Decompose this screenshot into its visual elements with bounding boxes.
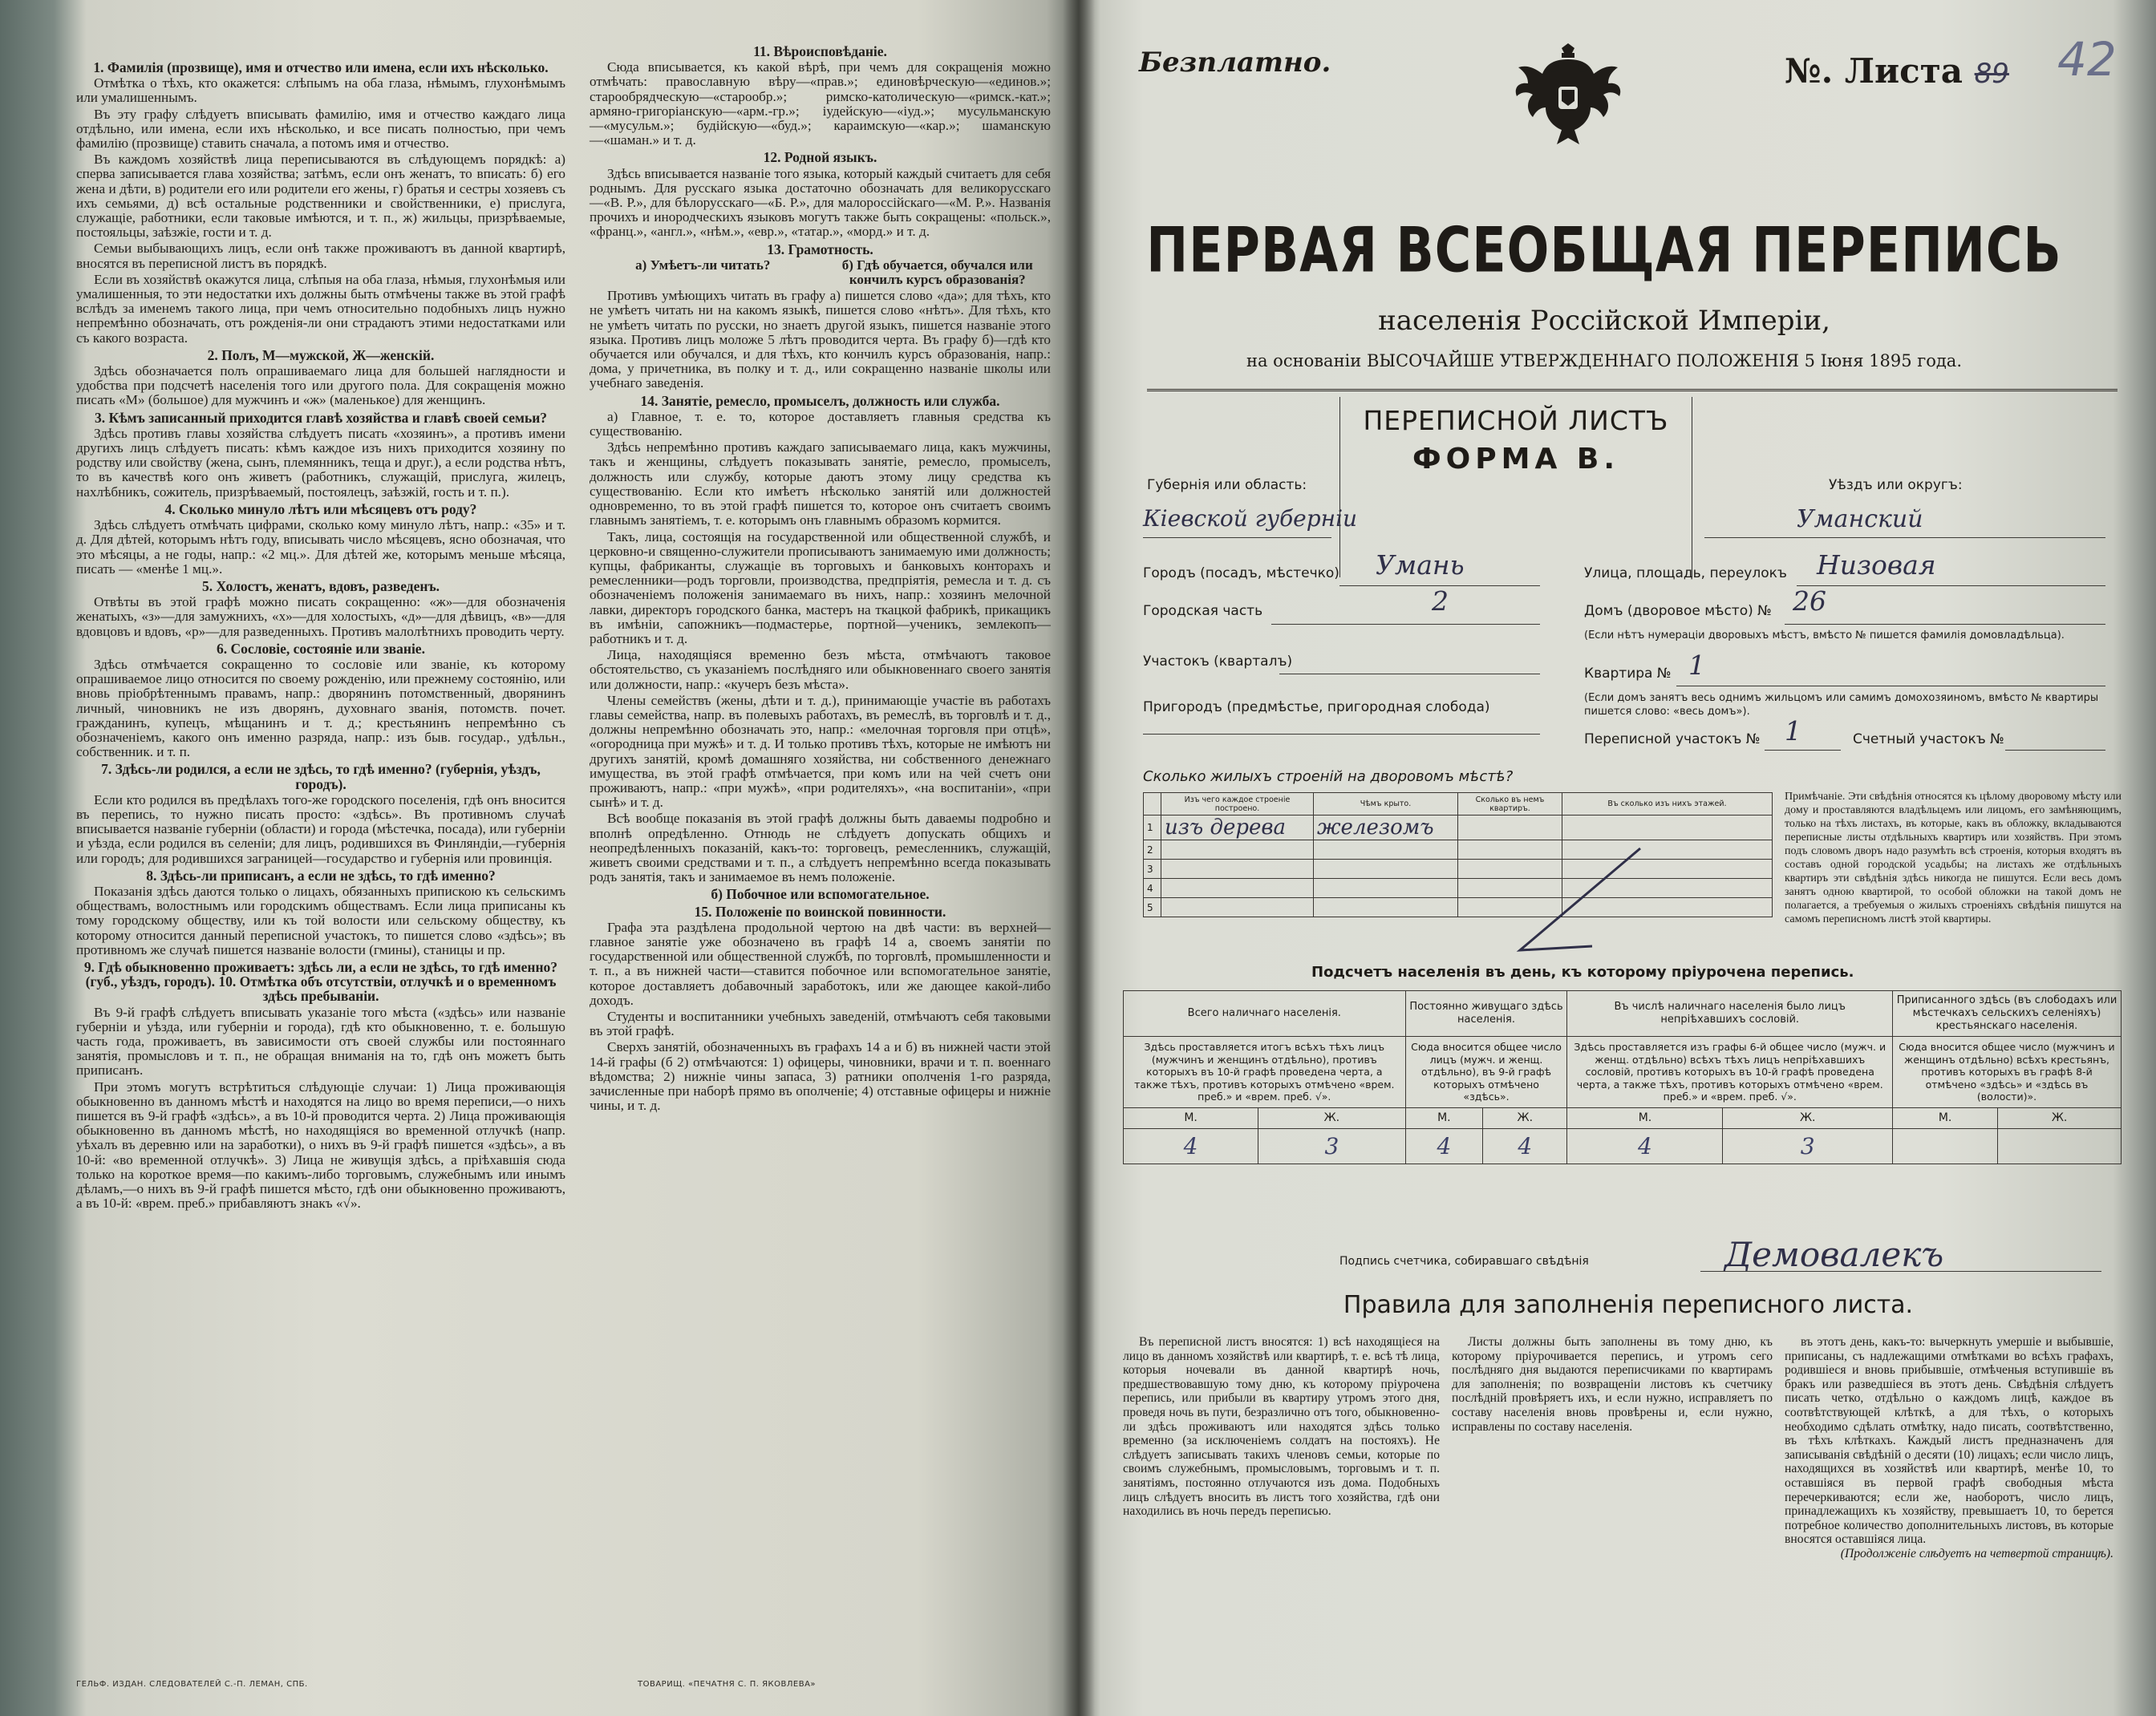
instruction-paragraph: Студенты и воспитанники учебныхъ заведеній, отмѣчаютъ себя таковыми въ этой графѣ. bbox=[590, 1009, 1051, 1039]
instruction-paragraph: Въ эту графу слѣдуетъ вписывать фамилію, имя и отчество каждаго лица отдѣльно, или имена, если ихъ нѣсколько, и все писать полностью, при чемъ фамилію (прозвище) ставить сначала, а потомъ имя и отчество. bbox=[76, 106, 565, 152]
pt-desc-peasant: Сюда вносится общее число (мужчинъ и женщинъ отдѣльно) всѣхъ крестьянъ, противъ которыхъ въ графѣ 8-й отмѣчено «здѣсь» и «здѣсь въ (волости)». bbox=[1892, 1037, 2121, 1108]
pt-header-nonlocal: Въ числѣ наличнаго населенія было лицъ непріѣхавшихъ сословій. bbox=[1567, 991, 1892, 1037]
divider bbox=[1147, 389, 2118, 391]
male-header: М. bbox=[1124, 1107, 1258, 1128]
buildings-question: Сколько жилыхъ строеній на дворовомъ мѣстѣ? bbox=[1143, 768, 1514, 785]
instruction-paragraph: а) Главное, т. е. то, которое доставляетъ главныя средства къ существованію. bbox=[590, 408, 1051, 439]
peasant-male-count bbox=[1892, 1128, 1997, 1164]
house-note: (Если нѣтъ нумераціи дворовыхъ мѣстъ, вмѣсто № пишется фамилія домовладѣльца). bbox=[1584, 629, 2065, 641]
pt-desc-nonlocal: Здѣсь проставляется изъ графы 6-й общее число (мужч. и женщ. отдѣльно) всѣхъ тѣхъ лицъ непріѣхавшихъ сословій, противъ которыхъ въ 10-й графѣ проведена черта, а также тѣхъ, противъ которыхъ отмѣчено «врем. преб.» и «врем. преб. √». bbox=[1567, 1037, 1892, 1108]
county-value: Уманский bbox=[1797, 505, 1923, 533]
instruction-paragraph: Здѣсь непремѣнно противъ каждаго записываемаго лица, какъ мужчины, такъ и женщины, слѣдуетъ показывать занятіе, ремесло, промыселъ, должность или службу, которые даютъ этому лицу средства къ существованію. Если кто имѣетъ нѣсколько занятій или должностей одновременно, то въ этой графѣ пишется то, которое онъ считаетъ своимъ главнымъ занятіемъ, т. е. которымъ онъ главнымъ образомъ кормится. bbox=[590, 439, 1051, 528]
city-part-value: 2 bbox=[1432, 585, 1449, 617]
instruction-paragraph: Если въ хозяйствѣ окажутся лица, слѣпыя на оба глаза, нѣмыя, глухонѣмыя или умалишенныя, то эти недостатки ихъ должны быть отмѣчены также въ этой графѣ вслѣдъ за именемъ такого лица, при чемъ относительно подобныхъ лицъ нужно непремѣнно обозначать, отъ рожденія-ли они страдаютъ этими недостатками или съ какого возраста. bbox=[76, 271, 565, 346]
counting-district-label: Счетный участокъ № bbox=[1853, 731, 2004, 747]
street-value: Низовая bbox=[1817, 549, 1936, 581]
permanent-female-count: 4 bbox=[1483, 1128, 1567, 1164]
flat-label: Квартира № bbox=[1584, 666, 1672, 682]
census-title: ПЕРВАЯ ВСЕОБЩАЯ ПЕРЕПИСЬ bbox=[1146, 212, 2062, 287]
instruction-paragraph: Здѣсь слѣдуетъ отмѣчать цифрами, сколько кому минуло лѣтъ, напр.: «35» и т. д. Для дѣтей, которымъ нѣтъ году, вписывать число мѣсяцевъ, ясно обозначая, что это мѣсяцы, а не годы, напр.: «2 мц.». Для дѣтей же, которымъ меньше мѣсяца, писать — «менѣе 1 мц.». bbox=[76, 517, 565, 577]
rules-continuation-note: (Продолженіе слѣдуетъ на четвертой страницѣ). bbox=[1840, 1546, 2113, 1560]
instruction-paragraph: Семьи выбывающихъ лицъ, если онѣ также проживаютъ въ данной квартирѣ, вносятся въ переписной листъ въ порядкѣ. bbox=[76, 241, 565, 271]
section-heading: 11. Вѣроисповѣданіе. bbox=[753, 43, 887, 59]
bt-header-material: Изъ чего каждое строеніе построено. bbox=[1161, 793, 1314, 816]
instruction-paragraph: Здѣсь обозначается полъ опрашиваемаго лица для большей наглядности и удобства при подсчетѣ населенія того или другого пола. Для сокращенія можно писать «М» (большое) для мужчинъ и «ж» (маленькое) для женщинъ. bbox=[76, 363, 565, 408]
female-header: Ж. bbox=[1258, 1107, 1405, 1128]
section-heading: 12. Родной языкъ. bbox=[763, 149, 877, 166]
section-heading: 1. Фамилія (прозвище), имя и отчество или имена, если ихъ нѣсколько. bbox=[93, 59, 549, 75]
row-number: 3 bbox=[1144, 860, 1161, 879]
enumerator-signature: Демовалекъ bbox=[1724, 1235, 1944, 1274]
instruction-paragraph: Члены семействъ (жены, дѣти и т. д.), принимающіе участіе въ работахъ главы семейства, напр. въ полевыхъ работахъ, въ ремеслѣ, въ торговлѣ и т. д., должны непремѣнно обозначать это, напр.: «мелочная торговля при отцѣ», «огородница при мужѣ» и т. д. И только противъ тѣхъ, которые не имѣютъ ни другихъ занятій, кромѣ домашняго хозяйства, ни собственного денежнаго имущества, въ этой графѣ отмѣчается, при комъ или на чей счетъ они проживаютъ, напр.: «при мужѣ», «при родителяхъ», «на воспитаніи», «при сынѣ» и т. д. bbox=[590, 692, 1051, 811]
pt-header-total: Всего наличнаго населенія. bbox=[1124, 991, 1406, 1037]
imprint-right: ТОВАРИЩ. «ПЕЧАТНЯ С. П. ЯКОВЛЕВА» bbox=[638, 1680, 817, 1689]
rules-paragraph: Листы должны быть заполнены въ тому дню, къ которому пріурочивается перепись, и утромъ сего послѣдняго дня выдаются переписчиками по квартирамъ для заполненія; по возвращеніи листовъ къ счетчику послѣдній провѣряетъ ихъ, и если нужно, исправляетъ по составу населенія вновь провѣрены и, если нужно, исправлены по составу населенія. bbox=[1452, 1335, 1773, 1434]
section-heading: 3. Кѣмъ записанный приходится главѣ хозяйства и главѣ своей семьи? bbox=[94, 409, 548, 426]
instruction-paragraph: Здѣсь вписывается названіе того языка, который каждый считаетъ для себя роднымъ. Для русскаго языка достаточно обозначать для великорусскаго—«В. Р.», для бѣлорусскаго—«Б. Р.», для малороссійскаго—«М. Р.». Названія прочихъ и инородческихъ языковъ могутъ также быть сокращены: «польск.», «франц.», «англ.», «нѣм.», «евр.», «татар.», «морд.» и т. д. bbox=[590, 165, 1051, 240]
male-header: М. bbox=[1567, 1107, 1723, 1128]
rules-column-3 bbox=[1785, 1335, 2113, 1561]
city-label: Городъ (посадъ, мѣстечко) bbox=[1143, 565, 1339, 581]
book-gutter bbox=[1063, 0, 1095, 1716]
instruction-paragraph: Отвѣты въ этой графѣ можно писать сокращенно: «ж»—для обозначенія женатыхъ, «з»—для замужнихъ, «х»—для холостыхъ, «д»—для дѣвицъ, «в»—для вдовцовъ и вдовъ, «р»—для разведенныхъ. Противъ малолѣтнихъ проводить черту. bbox=[76, 594, 565, 639]
row-number: 5 bbox=[1144, 898, 1161, 917]
female-header: Ж. bbox=[1998, 1107, 2122, 1128]
corner-handwritten-number: 42 bbox=[2057, 32, 2117, 87]
section-heading: 15. Положеніе по воинской повинности. bbox=[694, 903, 946, 920]
population-table bbox=[1123, 990, 2122, 1164]
city-part-label: Городская часть bbox=[1143, 603, 1263, 619]
house-label: Домъ (дворовое мѣсто) № bbox=[1584, 603, 1772, 619]
right-page bbox=[1111, 32, 2130, 1700]
form-type: ФОРМА В. bbox=[1412, 443, 1620, 476]
census-legal-basis: на основаніи ВЫСОЧАЙШЕ УТВЕРЖДЕННАГО ПОЛОЖЕНІЯ 5 Іюня 1895 года. bbox=[1246, 351, 1963, 370]
instruction-paragraph: Сверхъ занятій, обозначенныхъ въ графахъ 14 а и б) въ нижней части этой 14-й графы (б 2) отмѣчаются: 1) офицеры, чиновники, врачи и т. п. военнаго вѣдомства; 2) нижніе чины запаса, 3) ратники ополченія 1-го разряда, зачисленные при наборѣ прямо въ ополченіе; 4) отставные офицеры и нижніе чины, и т. д. bbox=[590, 1039, 1051, 1114]
material-cell: изъ дерева bbox=[1165, 816, 1287, 840]
instruction-paragraph: Если кто родился въ предѣлахъ того-же городского поселенія, гдѣ онъ вносится въ перепись, то нужно писать просто: «здѣсь». Въ противномъ случаѣ вписывается названіе губерніи (области) и города (мѣстечка, посада), или губерніи и уѣзда, если родился въ селеніи; для лицъ, родившихся въ Финляндіи,—губернія или городъ; для родившихся заграницей—государство и губернія или провинція. bbox=[76, 791, 565, 866]
free-of-charge-label: Безплатно. bbox=[1139, 47, 1331, 79]
section-heading: 9. Гдѣ обыкновенно проживаетъ: здѣсь ли, а если не здѣсь, то гдѣ именно? (губ., уѣздъ, городъ). 10. Отмѣтка объ отсутствіи, отлучкѣ и о временномъ здѣсь пребываніи. bbox=[83, 958, 558, 1005]
instruction-paragraph: Графа эта раздѣлена продольной чертою на двѣ части: въ верхней—главное занятіе уже обозначено въ графѣ 14 а, своемъ занятіи по государственной или общественной службѣ, по торговлѣ, промышленности и т. п., а въ нижней части—ставится побочное или вспомогательное занятіе, которое доставляетъ добавочный заработокъ, или же дающее какой-либо доходъ. bbox=[590, 919, 1051, 1008]
house-value: 26 bbox=[1793, 585, 1826, 617]
instructions-column-2 bbox=[590, 42, 1051, 1115]
female-header: Ж. bbox=[1483, 1107, 1567, 1128]
counting-district-underline bbox=[2005, 750, 2105, 751]
nonlocal-male-count: 4 bbox=[1567, 1128, 1723, 1164]
bt-header-floors: Въ сколько изъ нихъ этажей. bbox=[1562, 793, 1773, 816]
pt-header-permanent: Постоянно живущаго здѣсь населенія. bbox=[1405, 991, 1567, 1037]
subheading-pair bbox=[590, 258, 1051, 287]
peasant-female-count bbox=[1998, 1128, 2122, 1164]
sheet-number bbox=[1785, 51, 2009, 91]
permanent-male-count: 4 bbox=[1405, 1128, 1483, 1164]
street-underline bbox=[1797, 585, 2105, 586]
instruction-paragraph: При этомъ могутъ встрѣтиться слѣдующіе случаи: 1) Лица проживающія обыкновенно въ данномъ мѣстѣ и находятся на лицо во время переписи,—о нихъ пишется въ 9-й графѣ «здѣсь», а въ 10-й проводится черта. 2) Лица проживающія обыкновенно въ данномъ мѣстѣ, но находящіяся во временной отлучкѣ (напр. уѣхалъ въ деревню или на заработки), о нихъ въ 9-й графѣ пишется «здѣсь», а въ 10-й: «во временной отлучкѣ». 3) Лица не живущія здѣсь, а пріѣхавшія сюда только на короткое время—по какимъ-либо торговымъ, служебнымъ или инымъ дѣламъ,—о нихъ въ 9-й графѣ пишется мѣсто, гдѣ они обыкновенно проживаютъ, а въ 10-й: «врем. преб.» прибавляютъ знакъ «√». bbox=[76, 1079, 565, 1212]
instructions-column-1 bbox=[76, 58, 565, 1212]
instruction-paragraph: Всѣ вообще показанія въ этой графѣ должны быть даваемы подробно и вполнѣ опредѣленно. Отнюдь не слѣдуетъ допускать общихъ и неопредѣленныхъ показаній, какъ-то: торговецъ, ремесленникъ, служащій, живетъ своими средствами и т. п., а слѣдуетъ непремѣнно всегда показывать родъ занятія, такъ и занимаемое въ немъ положеніе. bbox=[590, 811, 1051, 885]
instruction-paragraph: Въ 9-й графѣ слѣдуетъ вписывать указаніе того мѣста («здѣсь» или названіе губерніи и уѣзда, или губерніи и города), гдѣ кто обыкновенно, т. е. большую часть года, проживаетъ, въ зависимости отъ своей службы или постояннаго занятія, промысловъ и т. п., не обращая вниманія на то, гдѣ онъ можетъ быть приписанъ. bbox=[76, 1004, 565, 1079]
instruction-paragraph: Показанія здѣсь даются только о лицахъ, обязанныхъ припискою къ сельскимъ обществамъ, волостнымъ или городскимъ обществамъ. Если лица приписаны къ тому городскому обществу, или къ той волости или сельскому обществу, къ которому относится данный переписной участокъ, то пишется слово «здѣсь»; въ противномъ же случаѣ пишется названіе волости (гмины), станицы и пр. bbox=[76, 883, 565, 957]
census-district-value: 1 bbox=[1785, 715, 1801, 747]
census-district-underline bbox=[1765, 750, 1841, 751]
rules-paragraph: Въ переписной листъ вносятся: 1) всѣ находящіеся на лицо въ данномъ хозяйствѣ или квартирѣ, т. е. всѣ тѣ лица, которыя ночевали въ данной квартирѣ ночь, предшествовавшую тому дню, къ которому пріурочена перепись, или прибыли въ квартиру утромъ этого дня, проведя ночь въ пути, безразлично отъ того, обыкновенно-ли здѣсь проживаютъ или находятся здѣсь только временно (за исключеніемъ солдатъ на постояхъ). Не слѣдуетъ записывать такихъ членовъ семьи, которые по своимъ служебнымъ, промысловымъ, торговымъ и т. п. занятіямъ, постоянно отлучаются изъ дома. Подобныхъ лицъ слѣдуетъ вносить въ листъ того хозяйства, гдѣ они находились въ ночь передъ переписью. bbox=[1123, 1335, 1440, 1519]
left-page bbox=[76, 18, 1051, 1694]
pt-desc-total: Здѣсь проставляется итогъ всѣхъ тѣхъ лицъ (мужчинъ и женщинъ отдѣльно), противъ которыхъ въ 10-й графѣ проведена черта, а также тѣхъ, противъ которыхъ отмѣчено «врем. преб.» и «врем. преб. √». bbox=[1124, 1037, 1406, 1108]
population-count-heading: Подсчетъ населенія въ день, къ которому пріурочена перепись. bbox=[1311, 964, 1854, 981]
street-label: Улица, площадь, переулокъ bbox=[1584, 565, 1787, 581]
city-value: Умань bbox=[1376, 549, 1465, 581]
instruction-paragraph: Противъ умѣющихъ читать въ графу а) пишется слово «да»; для тѣхъ, кто не умѣетъ читать ни на какомъ языкѣ, пишется слово «нѣтъ». Для тѣхъ, кто не умѣетъ читать по русски, но знаетъ другой языкъ, пишется названіе этого языка. Противъ лицъ моложе 5 лѣтъ проводится черта. Въ графу б)—гдѣ кто обучается или обучался, и для тѣхъ, кто кончилъ курсъ образованія, напр.: дома, у причетника, въ полку и т. д., или сокращенно названіе школы или учебнаго заведенія. bbox=[590, 288, 1051, 391]
instruction-paragraph: Въ каждомъ хозяйствѣ лица переписываются въ слѣдующемъ порядкѣ: а) сперва записывается глава хозяйства; затѣмъ, если онъ женатъ, то вписать: б) его жена и дѣти, в) родители его или родители его жены, г) братья и сестры хозяевъ съ ихъ семьями, д) всѣ остальные родственники и свойственники, е) прислуга, служащіе, работники, если таковые имѣются, и т. п., ж) жильцы, призрѣваемые, постояльцы, заѣзжіе, гости и т. д. bbox=[76, 152, 565, 241]
row-number: 4 bbox=[1144, 879, 1161, 898]
buildings-note: Примѣчаніе. Эти свѣдѣнія относятся къ цѣлому дворовому мѣсту или дому и проставляются владѣльцемъ или лицомъ, его замѣняющимъ, только на тѣхъ листахъ, въ которые, какъ въ обложку, вкладываются переписные листы отдѣльныхъ квартиръ или хозяйствъ. При этомъ подъ словомъ дворъ надо разумѣть всѣ строенія, которыя входятъ въ составъ одной городской усадьбы; на листахъ же отдѣльныхъ квартиръ эти свѣдѣнія здѣсь никогда не пишутся. Если весь домъ занятъ одною квартирой, то особой обложки на такой домъ не полагается, а требуемыя о жилыхъ строеніяхъ свѣдѣнія пишутся на самомъ переписномъ листѣ этой квартиры. bbox=[1785, 791, 2122, 925]
imprint-left: ГЕЛЬФ. ИЗДАН. СЛЕДОВАТЕЛЕЙ С.-П. ЛЕМАН, СПБ. bbox=[76, 1680, 308, 1689]
strike-through-mark bbox=[1448, 834, 1688, 970]
rules-paragraph: въ этотъ день, какъ-то: вычеркнуть умершіе и выбывшіе, приписаны, съ надлежащими отмѣтками во всѣхъ графахъ, родившіеся и вновь прибывшіе, отмѣченыя вступившіе въ бракъ или разведшіеся въ этотъ день. Свѣдѣнія слѣдуетъ писать четко, отдѣльно о каждомъ лицѣ, каждое въ соотвѣтствующей клѣткѣ, а для тѣхъ, о которыхъ необходимо сдѣлать отмѣтку, надо писать, соотвѣтственно, въ тѣхъ клѣткахъ. Каждый листъ предназначенъ для записыванія свѣдѣній о десяти (10) лицахъ; если число лицъ, находящихся въ хозяйствѣ или квартирѣ, менѣе 10, то оставшіяся въ первой графѣ свободныя мѣста перечеркиваются; если же, наоборотъ, число лицъ, принадлежащихъ къ хозяйству, превышаетъ 10, то берется потребное количество дополнительныхъ листовъ, въ которые вносятся оставшіяся лица. bbox=[1785, 1335, 2113, 1547]
row-number: 1 bbox=[1144, 816, 1161, 840]
total-male-count: 4 bbox=[1124, 1128, 1258, 1164]
section-heading: 14. Занятіе, ремесло, промыселъ, должность или служба. bbox=[640, 392, 1000, 409]
rules-heading: Правила для заполненія переписного листа. bbox=[1343, 1291, 1914, 1319]
enumerator-signature-label: Подпись счетчика, собиравшаго свѣдѣнія bbox=[1339, 1255, 1589, 1268]
subheading: б) Гдѣ обучается, обучался или кончилъ курсъ образованія? bbox=[841, 257, 1033, 288]
row-number: 2 bbox=[1144, 840, 1161, 860]
sheet-number-value: 89 bbox=[1974, 58, 2009, 90]
nonlocal-female-count: 3 bbox=[1723, 1128, 1893, 1164]
city-part-underline bbox=[1271, 624, 1540, 625]
province-underline bbox=[1143, 537, 1331, 538]
flat-value: 1 bbox=[1688, 650, 1705, 681]
sheet-number-label: №. Листа bbox=[1785, 51, 1963, 91]
signature-underline bbox=[1700, 1271, 2101, 1272]
province-value: Кіевской губерніи bbox=[1143, 505, 1358, 532]
flat-note: (Если домъ занятъ весь однимъ жильцомъ или самимъ домохозяиномъ, вмѣсто № квартиры пишется слово: «весь домъ»). bbox=[1584, 692, 2099, 718]
section-heading: 6. Сословіе, состояніе или званіе. bbox=[217, 640, 425, 657]
section-heading: б) Побочное или вспомогательное. bbox=[711, 886, 930, 903]
house-underline bbox=[1785, 624, 2105, 625]
county-underline bbox=[1704, 537, 2105, 538]
roof-cell: железомъ bbox=[1317, 816, 1434, 840]
rules-column-2 bbox=[1452, 1335, 1773, 1434]
instruction-paragraph: Такъ, лица, состоящія на государственной или общественной службѣ, и церковно-и священно-служители прописываютъ занимаемую ими должность; купцы, фабриканты, служащіе въ торговыхъ и банковыхъ конторахъ и ремесленники—родъ торговли, производства, предпріятія, ремесла и т. д. съ обозначеніемъ положенія занимаемаго въ нихъ, напр.: хозяинъ мелочной лавки, директоръ городского банка, мастеръ на ткацкой фабрикѣ, прикащикъ въ имѣніи, сапожникъ—подмастерье, портной—ученикъ, землекопъ—работникъ и т. д. bbox=[590, 528, 1051, 646]
instruction-paragraph: Здѣсь противъ главы хозяйства слѣдуетъ писать «хозяинъ», а противъ имени другихъ лицъ слѣдуетъ писать: кѣмъ каждое изъ нихъ приходится хозяину по родству или свойству (жена, сынъ, племянникъ, теща и друг.), а если родства нѣтъ, то въ качествѣ кого онъ живетъ (работникъ, служащій, прислуга, жилецъ, нахлѣбникъ, сожитель, призрѣваемый, постоялецъ, заѣзжій, гость и т. п.). bbox=[76, 425, 565, 500]
section-heading: 2. Полъ, М—мужской, Ж—женскій. bbox=[207, 346, 435, 363]
form-title: ПЕРЕПИСНОЙ ЛИСТЪ bbox=[1363, 405, 1669, 436]
census-district-label: Переписной участокъ № bbox=[1584, 731, 1761, 747]
instruction-paragraph: Сюда вписывается, къ какой вѣрѣ, при чемъ для сокращенія можно отмѣчать: православную вѣру—«прав.»; единовѣрческую—«единов.»; старообрядческую—«старообр.»; римско-католическую—«римск.-кат.»; армяно-григоріанскую—«арм.-гр.»; іудейскую—«іуд.»; мусульманскую—«мусульм.»; будійскую—«буд.»; караимскую—«кар.»; шаманскую—«шаман.» и т. д. bbox=[590, 59, 1051, 148]
suburb-label: Пригородъ (предмѣстье, пригородная слобода) bbox=[1143, 699, 1490, 715]
district-label: Участокъ (кварталъ) bbox=[1143, 654, 1293, 670]
bt-header-flats: Сколько въ немъ квартиръ. bbox=[1458, 793, 1562, 816]
suburb-underline bbox=[1143, 734, 1540, 735]
bt-header-roof: Чѣмъ крыто. bbox=[1314, 793, 1458, 816]
census-subtitle: населенія Россійской Имперіи, bbox=[1378, 305, 1830, 337]
male-header: М. bbox=[1405, 1107, 1483, 1128]
province-label: Губернія или область: bbox=[1147, 477, 1307, 493]
section-heading: 4. Сколько минуло лѣтъ или мѣсяцевъ отъ роду? bbox=[164, 500, 477, 517]
total-female-count: 3 bbox=[1258, 1128, 1405, 1164]
pt-desc-permanent: Сюда вносится общее число лицъ (мужч. и женщ. отдѣльно), въ 9-й графѣ которыхъ отмѣчено «здѣсь». bbox=[1405, 1037, 1567, 1108]
instruction-paragraph: Здѣсь отмѣчается сокращенно то сословіе или званіе, къ которому опрашиваемое лицо относится по своему рожденію, или прежнему состоянію, или вновь пріобрѣтеннымъ правамъ, напр.: дворянинъ потомственный, дворянинъ личный, чиновникъ не изъ дворянъ, духовнаго званія, потомств. почет. гражданинъ, купецъ, мѣщанинъ и т. д.; крестьянинъ непремѣнно съ обозначеніемъ, какого онъ именно разряда, напр.: изъ быв. государ., удѣльн., собственник. и т. п. bbox=[76, 656, 565, 760]
pt-header-peasant: Приписанного здѣсь (въ слободахъ или мѣстечкахъ сельскихъ селеніяхъ) крестьянскаго населенія. bbox=[1892, 991, 2121, 1037]
double-headed-eagle-emblem bbox=[1504, 32, 1632, 160]
female-header: Ж. bbox=[1723, 1107, 1893, 1128]
section-heading: 13. Грамотность. bbox=[767, 241, 873, 257]
instruction-paragraph: Отмѣтка о тѣхъ, кто окажется: слѣпымъ на оба глаза, нѣмымъ, глухонѣмымъ или умалишеннымъ. bbox=[76, 75, 565, 106]
section-heading: 7. Здѣсь-ли родился, а если не здѣсь, то гдѣ именно? (губернія, уѣздъ, городъ). bbox=[101, 761, 541, 792]
subheading: а) Умѣетъ-ли читать? bbox=[635, 257, 771, 273]
section-heading: 5. Холостъ, женатъ, вдовъ, разведенъ. bbox=[201, 577, 440, 594]
county-label: Уѣздъ или округъ: bbox=[1829, 477, 1963, 493]
section-heading: 8. Здѣсь-ли приписанъ, а если не здѣсь, то гдѣ именно? bbox=[146, 867, 496, 884]
male-header: М. bbox=[1892, 1107, 1997, 1128]
rules-column-1 bbox=[1123, 1335, 1440, 1519]
instruction-paragraph: Лица, находящіяся временно безъ мѣста, отмѣчаютъ таковое обстоятельство, съ указаніемъ послѣдняго или обыкновеннаго своего занятія или должности, напр.: «кучеръ безъ мѣста». bbox=[590, 647, 1051, 692]
